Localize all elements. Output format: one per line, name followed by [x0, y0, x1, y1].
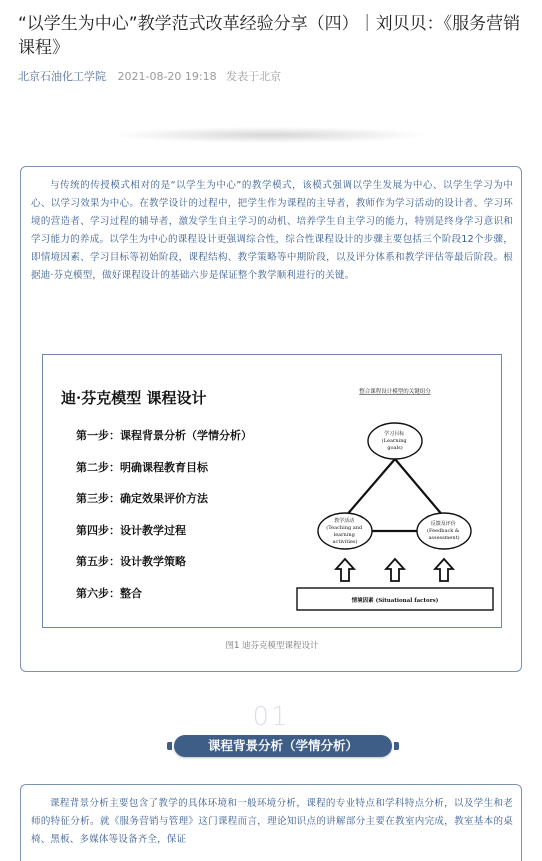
- account-name-link[interactable]: 北京石油化工学院: [18, 70, 106, 83]
- article-meta: [18, 68, 281, 84]
- article-title: “以学生为中心”教学范式改革经验分享（四）｜刘贝贝：《服务营销课程》: [18, 14, 521, 58]
- up-arrow-icon: [336, 559, 453, 581]
- step-item: 第四步：设计教学过程: [76, 523, 186, 537]
- fink-model-diagram: [283, 383, 498, 621]
- step-item: 第二步：明确课程教育目标: [76, 460, 208, 474]
- diagram-title: 整合课程设计模型的关键组分: [359, 389, 431, 395]
- triangle-edge: [345, 459, 395, 517]
- step-item: 第五步：设计教学策略: [76, 555, 186, 568]
- publish-date: 2021-08-20 19:18: [117, 70, 217, 83]
- section1-paragraph: 课程背景分析主要包含了教学的具体环境和一般环境分析，课程的专业特点和学科特点分析，以及学生和老师的特征分析。就《服务营销与管理》这门课程而言，理论知识点的讲解部分主要在教室内完成，教室基本的桌椅、黑板、多媒体等设备齐全，保证: [31, 798, 513, 845]
- section-title-badge: 课程背景分析（学情分析）: [174, 735, 392, 757]
- publish-location: 发表于北京: [226, 70, 282, 83]
- figure-heading: 迪·芬克模型 课程设计: [61, 389, 207, 407]
- triangle-edge: [395, 459, 444, 517]
- intro-paragraph: 与传统的传授模式相对的是“以学生为中心”的教学模式，该模式强调以学生发展为中心、以学生学习为中心、以学习效果为中心。在教学设计的过程中，把学生作为课程的主导者，教师作为学习活动的设计者、学习环境的营造者、学习过程的辅导者，激发学生自主学习的动机、培养学生自主学习的能力，特别是终身学习意识和学习能力的养成。以学生为中心的课程设计更强调综合性，综合性课程设计的步骤主要包括三个阶段12个步骤，即情境因素、学习目标等初始阶段，课程结构、教学策略等中期阶段，以及评分体系和教学评估等最后阶段。根据迪·芬克模型，做好课程设计的基础六步是保证整个教学顺利进行的关键。: [31, 180, 513, 281]
- feedback-assessment-label: 反馈及评价 (Feedback & assessment): [427, 521, 460, 541]
- situational-factors-label: 情境因素 (Situational factors): [351, 598, 439, 604]
- step-list: [76, 429, 252, 618]
- step-item: 第一步：课程背景分析（学情分析）: [76, 429, 252, 442]
- section1-card: [20, 784, 522, 861]
- section-number: 01: [252, 702, 290, 732]
- learning-goals-label: 学习目标 (Learning goals): [381, 431, 407, 451]
- decorative-divider: [115, 127, 425, 143]
- figure-image[interactable]: [42, 354, 502, 628]
- step-item: 第三步：确定效果评价方法: [76, 492, 208, 505]
- figure-caption: 图1 迪芬克模型课程设计: [225, 641, 319, 651]
- step-item: 第六步：整合: [76, 586, 142, 600]
- intro-card: [20, 166, 522, 672]
- teaching-activities-label: 教学活动 (Teaching and learning activities): [326, 518, 363, 545]
